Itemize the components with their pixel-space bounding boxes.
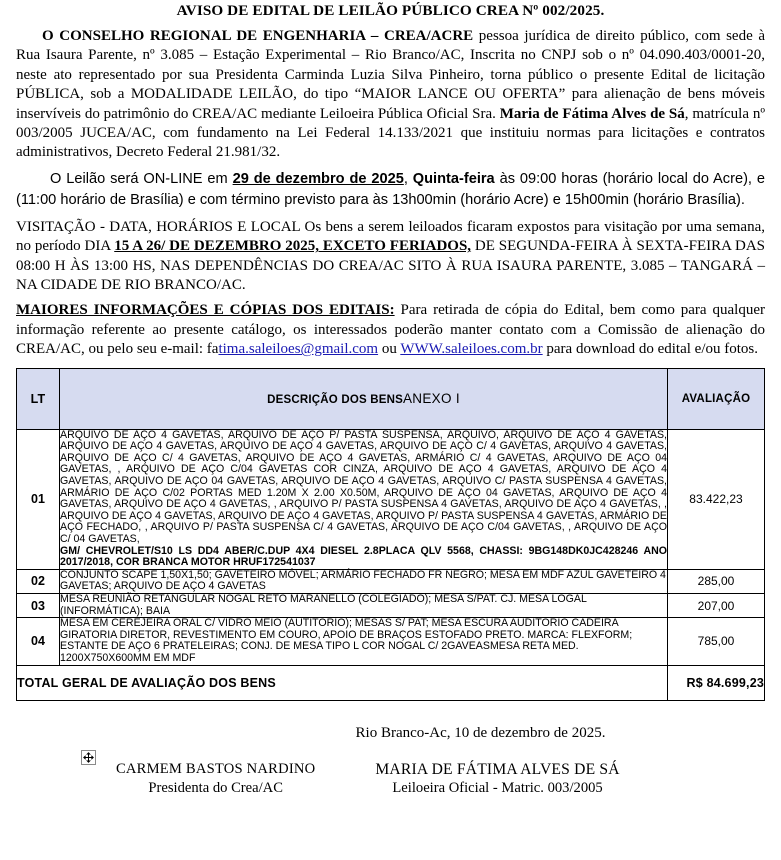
auction-post-text: às 09:00 horas (horário local do Acre), e (11:00 horário de Brasília) e com término previsto para às 13h00min (horário Acre) e 15h00min (horário Brasília). [16,170,765,208]
row-valuation: 785,00 [668,618,765,665]
column-header-lt: LT [17,368,60,429]
signature-right [375,760,619,798]
auction-pre-text: O Leilão será ON-LINE em [50,170,233,187]
intro-body: pessoa jurídica de direito público, com sede à Rua Isaura Parente, nº 3.085 – Estação Experimental – Rio Branco/AC, Inscrita no CNPJ sob o nº 04.090.403/0001-20, neste ato representado por sua Presidenta Carminda Luzia Silva Pinheiro, torna público o presente Edital de licitação PÚBLICA, sob a MODALIDADE LEILÃO, do tipo “MAIOR LANCE OU OFERTA” para alienação de bens móveis inservíveis do patrimônio do CREA/AC mediante Leiloeira Pública Oficial Sra. [16,28,765,122]
auction-date: 29 de dezembro de 2025 [232,170,404,187]
table-row [17,569,765,593]
council-name: O CONSELHO REGIONAL DE ENGENHARIA – CREA/ACRE [42,28,474,44]
document-footer [16,725,765,798]
paragraph-more-info [16,301,765,359]
paragraph-auction-datetime [16,169,765,211]
more-info-between: ou [378,341,401,358]
goods-table [16,368,765,701]
city-and-date: Rio Branco-Ac, 10 de dezembro de 2025. [355,724,606,741]
table-row [17,429,765,569]
row-lot-number: 04 [17,618,60,665]
table-total-row [17,665,765,700]
page-title: AVISO DE EDITAL DE LEILÃO PÚBLICO CREA Nº 002/2025. [176,2,605,19]
website-link[interactable]: WWW.saleiloes.com.br [400,341,543,358]
signature-right-name: MARIA DE FÁTIMA ALVES DE SÁ [375,760,620,778]
signature-right-role: Leiloeira Oficial - Matric. 003/2005 [392,779,603,796]
row-vehicle-text: GM/ CHEVROLET/S10 LS DD4 ABER/C.DUP 4X4 DIESEL 2.8PLACA QLV 5568, CHASSI: 9BG148DK0JC428246 ANO 2017/2018, COR BRANCA MOTOR HRUF172541037 [60,544,667,569]
table-row [17,594,765,618]
email-link[interactable]: tima.saleiloes@gmail.com [218,341,379,358]
visitation-period: 15 A 26/ DE DEZEMBRO 2025, EXCETO FERIADOS, [114,238,472,255]
more-info-body-pre: Para retirada de cópia do Edital, bem como para qualquer informação referente ao presente catálogo, os interessados poderão manter contato com a Comissão de alienação do CREA/AC, ou pelo seu e-mail: fa [16,302,765,358]
row-description: CONJUNTO SCAPE 1,50X1,50; GAVETEIRO MÓVEL; ARMÁRIO FECHADO FR NEGRO; MESA EM MDF AZUL GAVETEIRO 4 GAVETAS; ARQUIVO DE AÇO 4 GAVETAS [60,568,666,593]
intro-tail: , matrícula nº 003/2005 JUCEA/AC, com fundamento na Lei Federal 14.133/2021 que instituiu normas para licitações e contratos administrativos, Decreto Federal 21.981/32. [16,105,765,161]
signature-left-role: Presidenta do Crea/AC [148,779,283,796]
signature-block [16,760,765,798]
row-description: MESA REUNIÃO RETANGULAR NOGAL RETO MARANELLO (COLEGIADO); MESA S/PAT. CJ. MESA LOGAL (INFORMÁTICA); BAIA [60,594,668,618]
row-lot-number: 02 [17,569,60,593]
row-lot-number: 03 [17,594,60,618]
auction-comma: , [403,170,413,187]
document-page [0,2,781,860]
signature-left-name: CARMEM BASTOS NARDINO [116,760,316,777]
auction-weekday: Quinta-feira [412,170,495,187]
row-valuation: 83.422,23 [668,429,765,569]
table-header-row [17,368,765,429]
row-valuation: 285,00 [668,569,765,593]
row-description [60,429,668,569]
column-header-description-main: DESCRIÇÃO DOS BENS [267,394,403,407]
row-valuation: 207,00 [668,594,765,618]
column-header-valuation: AVALIAÇÃO [668,368,765,429]
visitation-pre-text: VISITAÇÃO - DATA, HORÁRIOS E LOCAL Os bens a serem leiloados ficaram expostos para visitação por uma semana, no período DIA [16,218,765,255]
total-label: TOTAL GERAL DE AVALIAÇÃO DOS BENS [17,665,668,700]
visitation-post-text: DE SEGUNDA-FEIRA À SEXTA-FEIRA DAS 08:00 H ÀS 13:00 HS, NAS DEPENDÊNCIAS DO CREA/AC SITO À RUA ISAURA PARENTE, 3.085 – TANGARÁ – NA CIDADE DE RIO BRANCO/AC. [16,238,765,294]
paragraph-visitation [16,218,765,296]
column-header-annex: ANEXO I [403,391,460,407]
auctioneer-name: Maria de Fátima Alves de Sá [499,105,685,122]
column-header-description [60,368,668,429]
signature-left [116,760,315,798]
table-row [17,618,765,665]
more-info-heading: MAIORES INFORMAÇÕES E CÓPIAS DOS EDITAIS: [16,302,395,319]
total-value: R$ 84.699,23 [668,665,765,700]
row-description-text: ARQUIVO DE AÇO 4 GAVETAS, ARQUIVO DE AÇO P/ PASTA SUSPENSA, ARQUIVO, ARQUIVO DE AÇO 4 GAVETAS, ARQUIVO DE AÇO 4 GAVETAS, ARQUIVO DE AÇO 4 GAVETAS, ARQUIVO DE AÇO C/ 4 GAVETAS, ARQUIVO 4 GAVETAS, ARQUIVO DE AÇO C/ 4 GAVETAS, ARQUIVO DE AÇO 4 GAVETAS, ARMÁRIO C/ 4 GAVETAS, ARQUIVO DE AÇO 04 GAVETAS, , ARQUIVO DE AÇO C/04 GAVETAS COR CINZA, ARQUIVO DE AÇO 4 GAVETAS, ARQUIVO DE AÇO 4 GAVETAS, ARQUIVO DE AÇO 04 GAVETAS, ARQUIVO DE AÇO 4 GAVETAS, ARQUIVO C/ PASTA SUSPENSA 4 GAVETAS, ARMÁRIO DE AÇO C/02 PORTAS MED 1.20M X 2.00 X0.50M, ARQUIVO DE AÇO 04 GAVETAS, ARQUIVO DE AÇO 4 GAVETAS, ARQUIVO DE AÇO 4 GAVETAS, , ARQUIVO P/ PASTA SUSPENSA 4 GAVETAS, ARQUIVO DE AÇO 4 GAVETAS, , ARQUIVO DE AÇO 4 GAVETAS, ARQUIVO DE AÇO 4 GAVETAS, ARQUIVO P/ PASTA SUSPENSA 4 GAVETAS, ARMÁRIO DE AÇO FECHADO, , ARQUIVO P/ PASTA SUSPENSA C/ 4 GAVETAS, ARQUIVO DE AÇO C/04 GAVETAS, , ARQUIVO DE AÇO C/ 04 GAVETAS, [60,428,667,546]
row-description: MESA EM CEREJEIRA ORAL C/ VIDRO MEIO (AUTITORIO); MESAS S/ PAT; MESA ESCURA AUDITORIO CADEIRA GIRATORIA DIRETOR, REVESTIMENTO EM COURO, APOIO DE BRAÇOS ESTOFADO PRETO. MARCA: FLEXFORM; ESTANTE DE AÇO 6 PRATELEIRAS; CONJ. DE MESA TIPO L COR NOGAL C/ 2GAVEASMESA RETA MED. 1200X750X600MM EM MDF [60,618,668,665]
more-info-body-post: para download do edital e/ou fotos. [542,341,759,358]
row-lot-number: 01 [17,429,60,569]
paragraph-intro [16,27,765,163]
